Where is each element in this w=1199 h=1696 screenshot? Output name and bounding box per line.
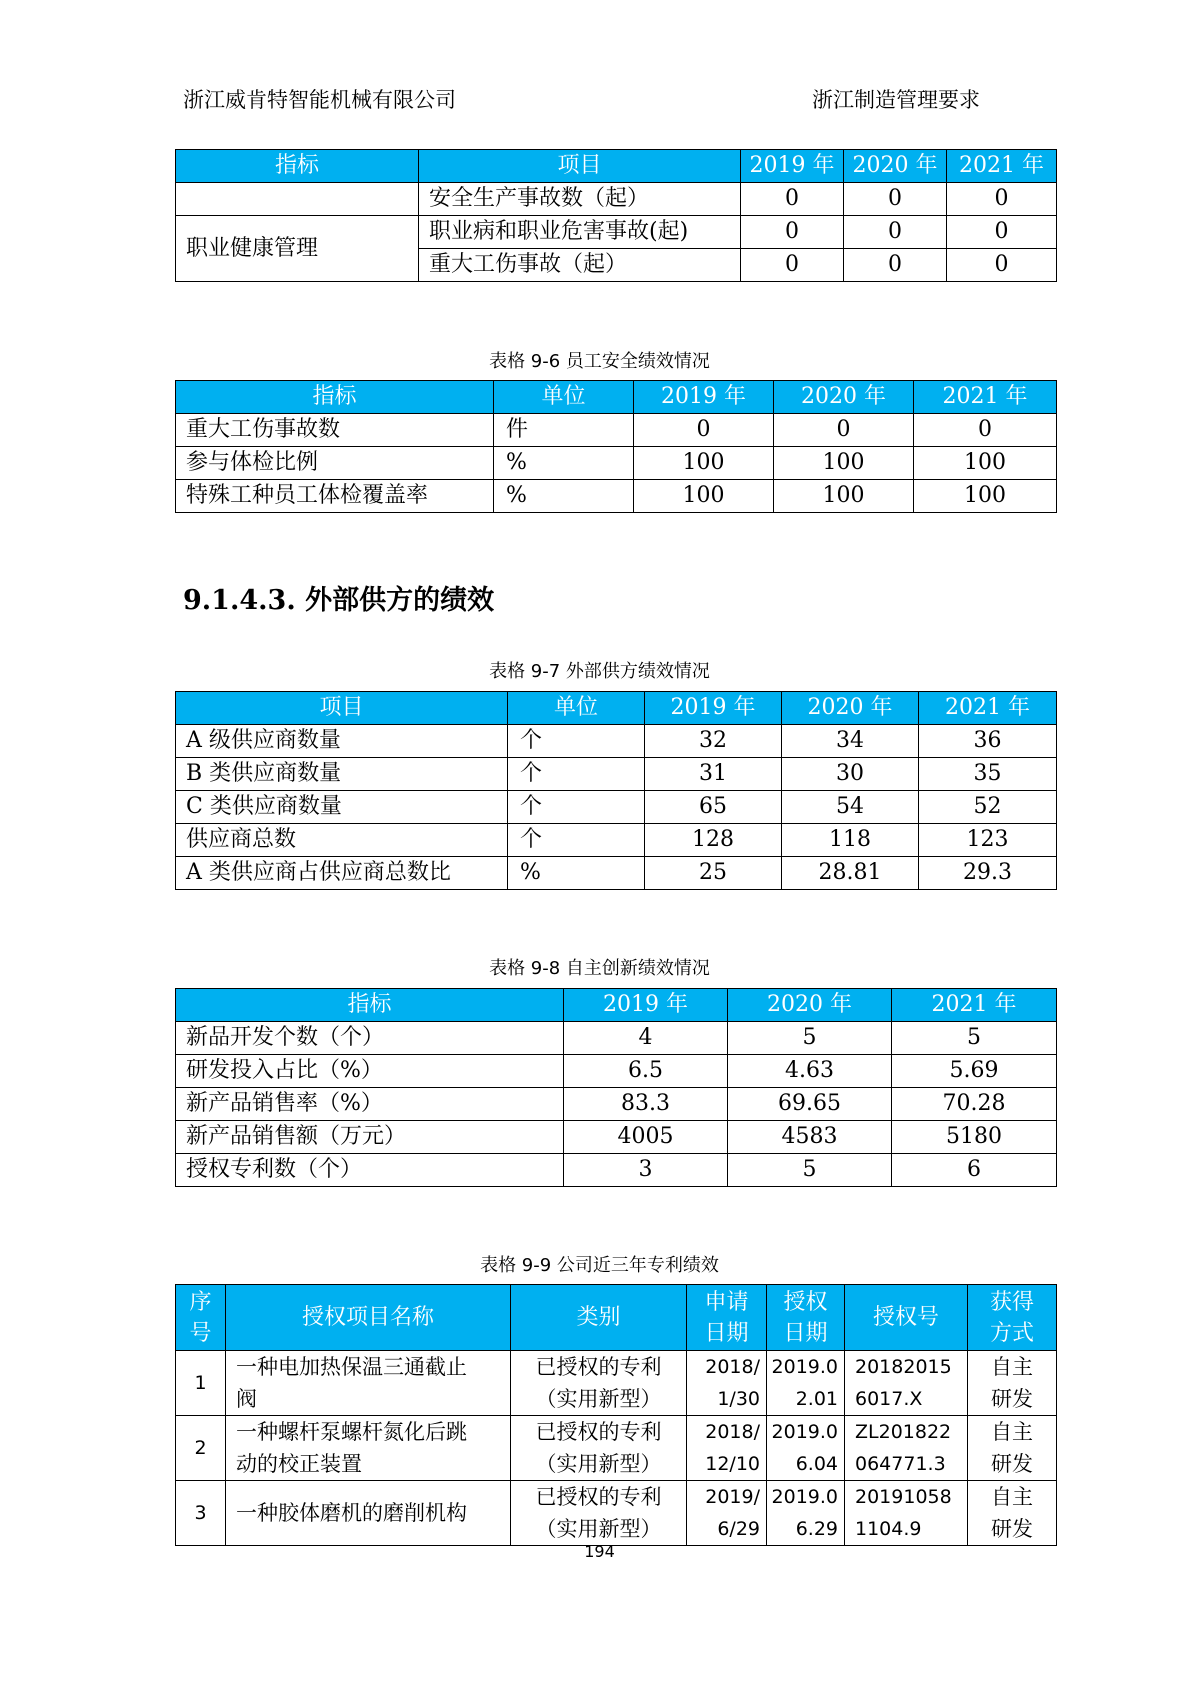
table-cell: 123 [919,824,1057,857]
serial-cell: 3 [176,1481,226,1546]
header-cell: 2021 年 [919,692,1057,725]
category-cell: 已授权的专利 （实用新型） [511,1481,687,1546]
patent-name-cell: 一种螺杆泵螺杆氮化后跳 动的校正装置 [226,1416,511,1481]
table-cell: 25 [645,857,782,890]
table-row [176,1416,1057,1481]
header-cell: 项目 [419,150,741,183]
table-cell: 0 [914,414,1057,447]
header-cell: 单位 [494,381,634,414]
table-cell: 新品开发个数（个） [176,1022,564,1055]
table-cell: 83.3 [564,1088,728,1121]
table-cell: 0 [947,216,1057,249]
table-cell: 特殊工种员工体检覆盖率 [176,480,494,513]
table-cell: 职业病和职业危害事故(起) [419,216,741,249]
table-cell: % [508,857,645,890]
header-cell: 指标 [176,150,419,183]
table-cell: 0 [774,414,914,447]
group-label-cell: 职业健康管理 [176,216,419,282]
header-cell: 2021 年 [914,381,1057,414]
table-cell: 0 [844,216,947,249]
table-row [176,1351,1057,1416]
table-cell: 70.28 [892,1088,1057,1121]
table-cell: 54 [782,791,919,824]
header-cell-category: 类别 [511,1285,687,1351]
table-cell: 4.63 [728,1055,892,1088]
header-cell: 2020 年 [774,381,914,414]
header-cell-grant-date: 授权 日期 [767,1285,845,1351]
table-cell: 个 [508,725,645,758]
header-cell: 2020 年 [728,989,892,1022]
serial-cell: 2 [176,1416,226,1481]
table-cell: 0 [741,216,844,249]
table-caption: 表格 9-7 外部供方绩效情况 [489,661,710,682]
header-cell: 2019 年 [564,989,728,1022]
table-cell: 28.81 [782,857,919,890]
table-cell: 5 [728,1022,892,1055]
table-cell: 个 [508,758,645,791]
header-cell: 2021 年 [892,989,1057,1022]
table-cell: 5180 [892,1121,1057,1154]
method-cell: 自主 研发 [968,1416,1057,1481]
table-cell: 100 [914,480,1057,513]
table-cell: 32 [645,725,782,758]
table-cell: 118 [782,824,919,857]
table-cell: 100 [634,447,774,480]
header-cell-method: 获得 方式 [968,1285,1057,1351]
category-cell: 已授权的专利 （实用新型） [511,1351,687,1416]
apply-date-cell: 2018/ 12/10 [687,1416,767,1481]
table-cell: % [494,447,634,480]
table-cell: 31 [645,758,782,791]
header-cell-name: 授权项目名称 [226,1285,511,1351]
grant-no-cell: ZL201822 064771.3 [845,1416,968,1481]
table-cell: 授权专利数（个） [176,1154,564,1187]
table-cell: 6 [892,1154,1057,1187]
table-cell: B 类供应商数量 [176,758,508,791]
header-cell-grant-no: 授权号 [845,1285,968,1351]
header-cell: 2019 年 [741,150,844,183]
table-cell: 5 [728,1154,892,1187]
patent-name-cell: 一种电加热保温三通截止 阀 [226,1351,511,1416]
table-9-7 [175,691,1057,890]
grant-date-cell: 2019.0 6.04 [767,1416,845,1481]
table-cell: 个 [508,824,645,857]
header-cell: 指标 [176,989,564,1022]
header-cell-serial: 序 号 [176,1285,226,1351]
table-cell: 安全生产事故数（起） [419,183,741,216]
serial-cell: 1 [176,1351,226,1416]
table-cell: 件 [494,414,634,447]
header-cell: 2021 年 [947,150,1057,183]
table-9-9 [175,1284,1057,1546]
table-cell: 100 [774,447,914,480]
table-cell: 100 [634,480,774,513]
table-cell: 供应商总数 [176,824,508,857]
table-9-6 [175,380,1057,513]
table-occupational-health [175,149,1057,282]
table-cell: 100 [914,447,1057,480]
table-cell: 36 [919,725,1057,758]
table-cell: 0 [844,183,947,216]
table-cell: 69.65 [728,1088,892,1121]
grant-date-cell: 2019.0 2.01 [767,1351,845,1416]
table-cell: 128 [645,824,782,857]
table-caption: 表格 9-8 自主创新绩效情况 [489,958,710,979]
table-cell: 35 [919,758,1057,791]
table-caption: 表格 9-9 公司近三年专利绩效 [480,1255,719,1276]
apply-date-cell: 2018/ 1/30 [687,1351,767,1416]
table-cell: 100 [774,480,914,513]
header-cell: 指标 [176,381,494,414]
table-cell: 52 [919,791,1057,824]
method-cell: 自主 研发 [968,1351,1057,1416]
table-cell: 新产品销售率（%） [176,1088,564,1121]
grant-no-cell: 20182015 6017.X [845,1351,968,1416]
table-cell: 0 [947,183,1057,216]
header-company: 浙江威肯特智能机械有限公司 [183,88,456,112]
table-cell: 研发投入占比（%） [176,1055,564,1088]
header-cell: 2019 年 [645,692,782,725]
table-cell: 30 [782,758,919,791]
table-cell: 4 [564,1022,728,1055]
table-cell: 65 [645,791,782,824]
table-cell: 0 [741,183,844,216]
table-cell: 新产品销售额（万元） [176,1121,564,1154]
category-cell: 已授权的专利 （实用新型） [511,1416,687,1481]
table-cell: 5.69 [892,1055,1057,1088]
page-number: 194 [584,1542,615,1561]
header-cell: 单位 [508,692,645,725]
header-cell-apply-date: 申请 日期 [687,1285,767,1351]
header-cell: 2020 年 [844,150,947,183]
table-cell: 6.5 [564,1055,728,1088]
apply-date-cell: 2019/ 6/29 [687,1481,767,1546]
table-cell: 0 [947,249,1057,282]
table-cell: 参与体检比例 [176,447,494,480]
table-cell: C 类供应商数量 [176,791,508,824]
table-cell: 5 [892,1022,1057,1055]
table-cell: 34 [782,725,919,758]
header-cell: 项目 [176,692,508,725]
header-doc-title: 浙江制造管理要求 [812,88,980,112]
table-cell: 3 [564,1154,728,1187]
table-cell: 重大工伤事故数 [176,414,494,447]
header-cell: 2020 年 [782,692,919,725]
header-cell: 2019 年 [634,381,774,414]
table-cell: 重大工伤事故（起） [419,249,741,282]
table-cell: A 级供应商数量 [176,725,508,758]
table-cell: 4005 [564,1121,728,1154]
method-cell: 自主 研发 [968,1481,1057,1546]
table-cell: 0 [634,414,774,447]
patent-name-cell: 一种胶体磨机的磨削机构 [226,1481,511,1546]
table-cell: % [494,480,634,513]
table-cell: 4583 [728,1121,892,1154]
table-row [176,1481,1057,1546]
grant-no-cell: 20191058 1104.9 [845,1481,968,1546]
table-cell: 0 [741,249,844,282]
table-cell: 个 [508,791,645,824]
empty-cell [176,183,419,216]
grant-date-cell: 2019.0 6.29 [767,1481,845,1546]
table-cell: A 类供应商占供应商总数比 [176,857,508,890]
table-cell: 29.3 [919,857,1057,890]
table-cell: 0 [844,249,947,282]
section-title: 9.1.4.3. 外部供方的绩效 [183,585,495,616]
table-9-8 [175,988,1057,1187]
table-caption: 表格 9-6 员工安全绩效情况 [489,351,710,372]
